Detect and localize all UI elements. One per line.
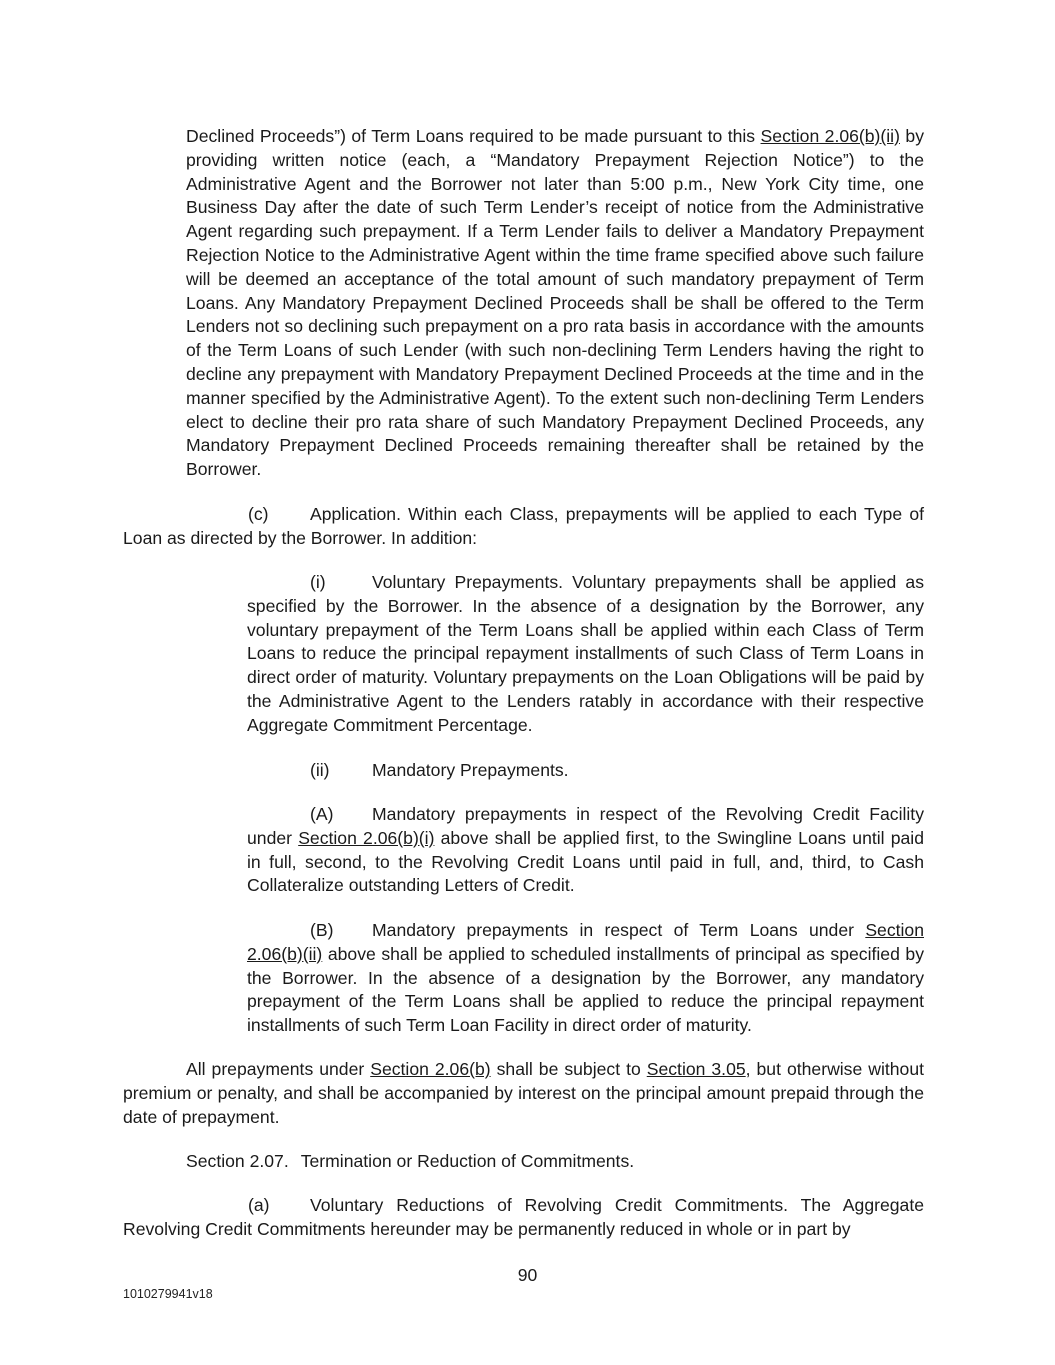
text: above shall be applied to scheduled installments of principal as specified by the Borrower. In the absence of a designation by the Borrower, any mandatory prepayment of the Term Loans shall be applied to reduce the principal repayment installments of such Term Loan Facility in direct order of maturity. <box>247 943 924 1036</box>
text: Mandatory prepayments in respect of the Revolving Credit Facility under <box>247 804 924 848</box>
paragraph-c-application <box>123 503 924 551</box>
clause-label: (a) <box>248 1195 270 1215</box>
text: All prepayments under <box>186 1059 371 1079</box>
clause-label: (ii) <box>310 760 330 780</box>
text: , but otherwise without premium or penalty, and shall be accompanied by interest on the principal amount prepaid through the date of prepayment. <box>123 1059 924 1127</box>
paragraph-A-revolving <box>247 803 924 898</box>
text: Mandatory prepayments in respect of Term Loans under <box>372 920 866 940</box>
section-reference: Section 2.06(b)(i) <box>298 827 435 848</box>
text: Voluntary Prepayments. Voluntary prepayments shall be applied as specified by the Borrower. In the absence of a designation by the Borrower, any voluntary prepayment of the Term Loans shall be applied within each Class of Term Loans to reduce the principal repayment installments of such Class of Term Loans in direct order of maturity. Voluntary prepayments on the Loan Obligations will be paid by the Administrative Agent to the Lenders ratably in accordance with their respective Aggregate Commitment Percentage. <box>247 572 924 735</box>
section-reference: Section 2.06(b)(ii) <box>760 126 900 146</box>
page-number: 90 <box>517 1265 538 1285</box>
section-reference: Section 2.06(b)(ii) <box>247 920 924 964</box>
document-id: 1010279941v18 <box>123 1287 213 1301</box>
text: Voluntary Reductions of Revolving Credit Commitments. The Aggregate Revolving Credit Commitments hereunder may be permanently reduced in whole or in part by <box>123 1195 924 1239</box>
text: shall be subject to <box>490 1059 647 1079</box>
text: above shall be applied first, to the Swingline Loans until paid in full, second, to the Revolving Credit Loans until paid in full, and, third, to Cash Collateralize outstanding Letters of Credit. <box>247 827 925 896</box>
text: Declined Proceeds”) of Term Loans required to be made pursuant to this <box>186 126 761 146</box>
text: by providing written notice (each, a “Mandatory Prepayment Rejection Notice”) to the Administrative Agent and the Borrower not later than 5:00 p.m., New York City time, one Business Day after the date of such Term Lender’s receipt of notice from the Administrative Agent regarding such prepayment. If a Term Lender fails to deliver a Mandatory Prepayment Rejection Notice to the Administrative Agent within the time frame specified above such failure will be deemed an acceptance of the total amount of such mandatory prepayment of Term Loans. Any Mandatory Prepayment Declined Proceeds shall be shall be offered to the Term Lenders not so declining such prepayment on a pro rata basis in accordance with the amounts of the Term Loans of such Lender (with such non-declining Term Lenders having the right to decline any prepayment with Mandatory Prepayment Declined Proceeds at the time and in the manner specified by the Administrative Agent). To the extent such non-declining Term Lenders elect to decline their pro rata share of such Mandatory Prepayment Declined Proceeds, any Mandatory Prepayment Declined Proceeds remaining thereafter shall be retained by the Borrower. <box>186 126 924 480</box>
paragraph-declined-proceeds <box>186 125 924 482</box>
section-reference: Section 3.05 <box>646 1059 746 1079</box>
text: Mandatory Prepayments. <box>372 760 569 780</box>
paragraph-i-voluntary-prepayments <box>247 571 924 738</box>
text: Application. Within each Class, prepayments will be applied to each Type of Loan as directed by the Borrower. In addition: <box>123 504 924 548</box>
section-title: Termination or Reduction of Commitments. <box>300 1151 635 1171</box>
paragraph-B-term-loans <box>247 919 924 1038</box>
paragraph-all-prepayments <box>123 1058 924 1129</box>
section-number: Section 2.07. <box>186 1151 289 1171</box>
clause-label: (A) <box>310 804 334 824</box>
clause-label: (c) <box>248 504 269 524</box>
section-heading-2-07 <box>123 1150 924 1174</box>
paragraph-a-voluntary-reductions <box>123 1194 924 1242</box>
section-reference: Section 2.06(b) <box>370 1059 491 1079</box>
clause-label: (B) <box>310 920 334 940</box>
clause-label: (i) <box>310 572 326 592</box>
paragraph-ii-mandatory-prepayments <box>247 759 924 783</box>
